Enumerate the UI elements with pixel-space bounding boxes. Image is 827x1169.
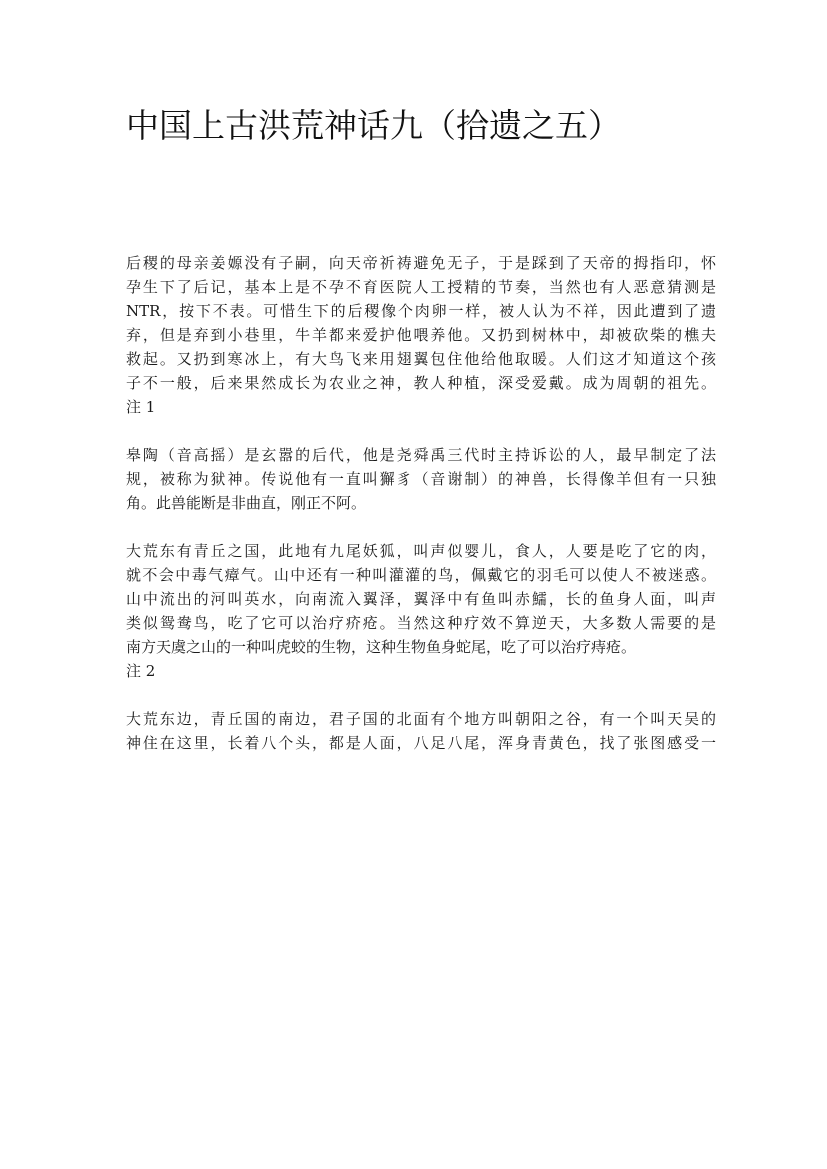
paragraph-tianwu [126,707,716,755]
document-body [126,251,716,779]
text-line: 角。此兽能断是非曲直，刚正不阿。 [126,494,367,512]
paragraph-houji [126,251,716,419]
footnote-ref: 注 1 [126,398,156,416]
text-line: 孕生下了后记，基本上是不孕不育医院人工授精的节奏，当然也有人恶意猜测是 [126,278,716,296]
text-line: 救起。又扔到寒冰上，有大鸟飞来用翅翼包住他给他取暖。人们这才知道这个孩 [126,350,716,368]
text-line: 南方天虞之山的一种叫虎蛟的生物，这种生物鱼身蛇尾，吃了可以治疗痔疮。 [126,638,637,656]
footnote-ref: 注 2 [126,662,156,680]
text-line: 弃，但是弃到小巷里，牛羊都来爱护他喂养他。又扔到树林中，却被砍柴的樵夫 [126,326,716,344]
text-line: 山中流出的河叫英水，向南流入翼泽，翼泽中有鱼叫赤鱬，长的鱼身人面，叫声 [126,590,716,608]
text-line: 就不会中毒气瘴气。山中还有一种叫灌灌的鸟，佩戴它的羽毛可以使人不被迷惑。 [126,566,716,584]
text-line: 后稷的母亲姜嫄没有子嗣，向天帝祈祷避免无子，于是踩到了天帝的拇指印，怀 [126,254,716,272]
paragraph-gaoyao [126,443,716,515]
text-line: 子不一般，后来果然成长为农业之神，教人种植，深受爱戴。成为周朝的祖先。 [126,374,716,392]
document-title: 中国上古洪荒神话九（拾遗之五） [126,106,621,145]
text-line: 规，被称为狱神。传说他有一直叫獬豸（音谢制）的神兽，长得像羊但有一只独 [126,470,716,488]
text-line: 类似鸳鸯鸟，吃了它可以治疗疥疮。当然这种疗效不算逆天，大多数人需要的是 [126,614,716,632]
text-line: 皋陶（音高摇）是玄嚣的后代，他是尧舜禹三代时主持诉讼的人，最早制定了法 [126,446,716,464]
text-line: 大荒东有青丘之国，此地有九尾妖狐，叫声似婴儿，食人，人要是吃了它的肉， [126,542,716,560]
text-line: NTR，按下不表。可惜生下的后稷像个肉卵一样，被人认为不祥，因此遭到了遗 [126,302,716,320]
text-line: 神住在这里，长着八个头，都是人面，八足八尾，浑身青黄色，找了张图感受一 [126,734,716,752]
text-line: 大荒东边，青丘国的南边，君子国的北面有个地方叫朝阳之谷，有一个叫天吴的 [126,710,716,728]
paragraph-qingqiu [126,539,716,683]
